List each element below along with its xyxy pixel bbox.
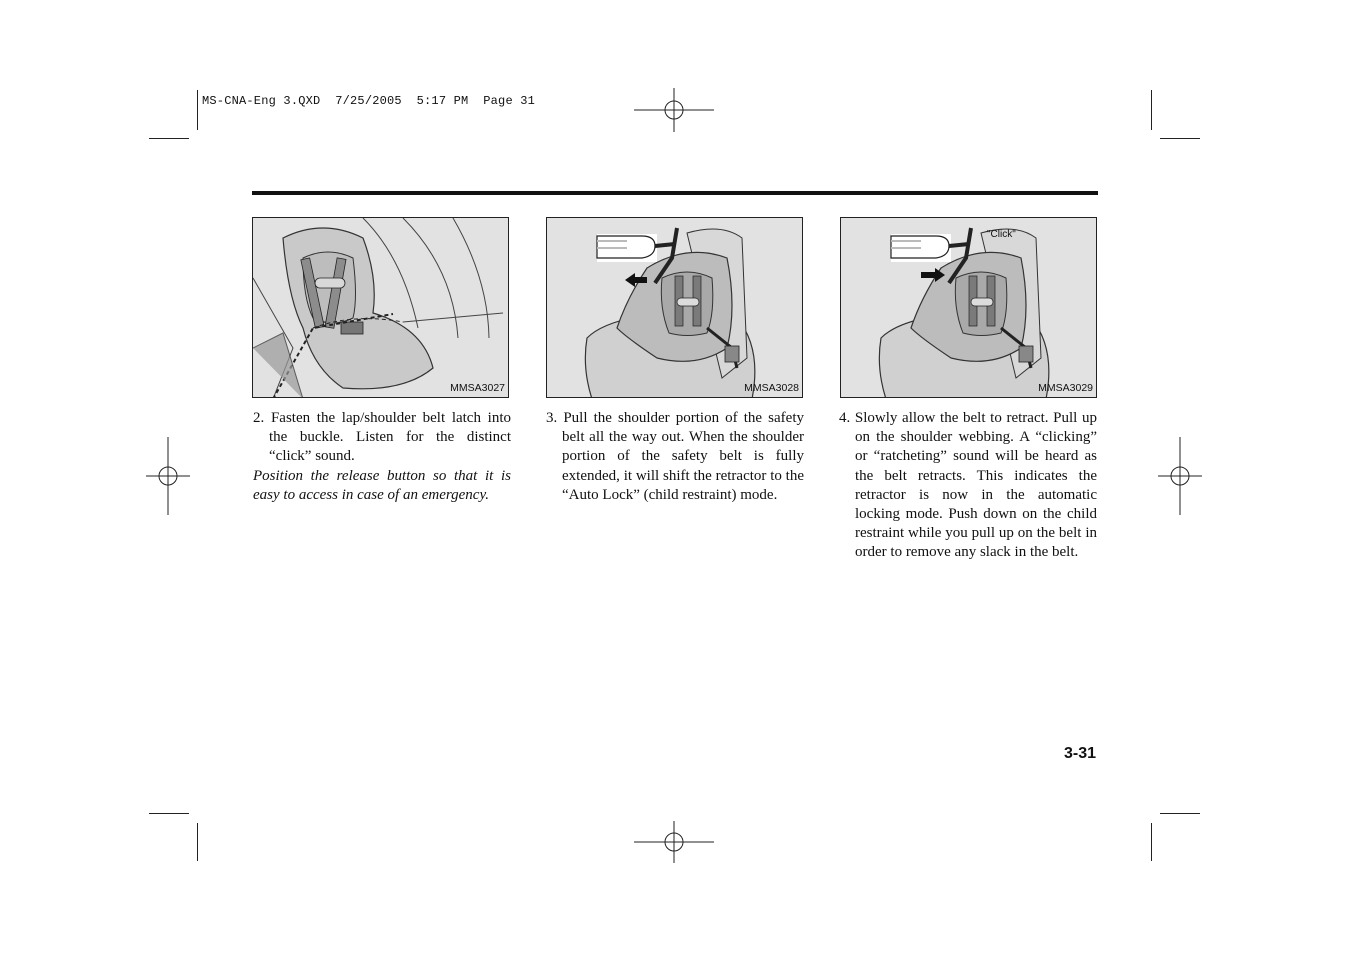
child-seat-buckle-illustration — [253, 218, 509, 398]
figure-pull-belt — [546, 217, 803, 398]
figure-retract-belt — [840, 217, 1097, 398]
registration-mark-right — [1158, 437, 1202, 515]
figure-code: MMSA3027 — [450, 382, 505, 394]
page-number: 3-31 — [1063, 745, 1096, 762]
step-4-text: 4. Slowly allow the belt to retract. Pull up on the shoulder webbing. A “clicking” or “ratcheting” sound will be heard as the belt retracts. This indicates the retractor is now in the automatic locking mode. Push down on the child restraint while you pull up on the belt in order to remove any slack in the belt. — [839, 410, 1097, 561]
printer-slug: MS-CNA-Eng 3.QXD 7/25/2005 5:17 PM Page 31 — [202, 94, 536, 108]
figure-code: MMSA3028 — [744, 382, 799, 394]
figure-fasten-latch — [252, 217, 509, 398]
registration-mark-bottom — [634, 821, 714, 863]
step-2-text: 2. Fasten the lap/shoulder belt latch into the buckle. Listen for the distinct “click” sound. — [253, 410, 511, 465]
child-seat-retract-illustration — [841, 218, 1097, 398]
registration-mark-top — [634, 88, 714, 132]
step-2-note: Position the release button so that it is easy to access in case of an emergency. — [253, 467, 511, 503]
header-rule — [252, 191, 1098, 195]
figure-code: MMSA3029 — [1038, 382, 1093, 394]
step-3-text: 3. Pull the shoulder portion of the safety belt all the way out. When the shoulder portion of the safety belt is fully extended, it will shift the retractor to the “Auto Lock” (child restraint) mode. — [546, 410, 804, 503]
step-3-column — [546, 409, 804, 505]
click-callout: "Click" — [987, 229, 1016, 240]
registration-mark-left — [146, 437, 190, 515]
step-2-column — [253, 409, 511, 505]
step-4-column — [839, 409, 1097, 563]
child-seat-pull-illustration — [547, 218, 803, 398]
